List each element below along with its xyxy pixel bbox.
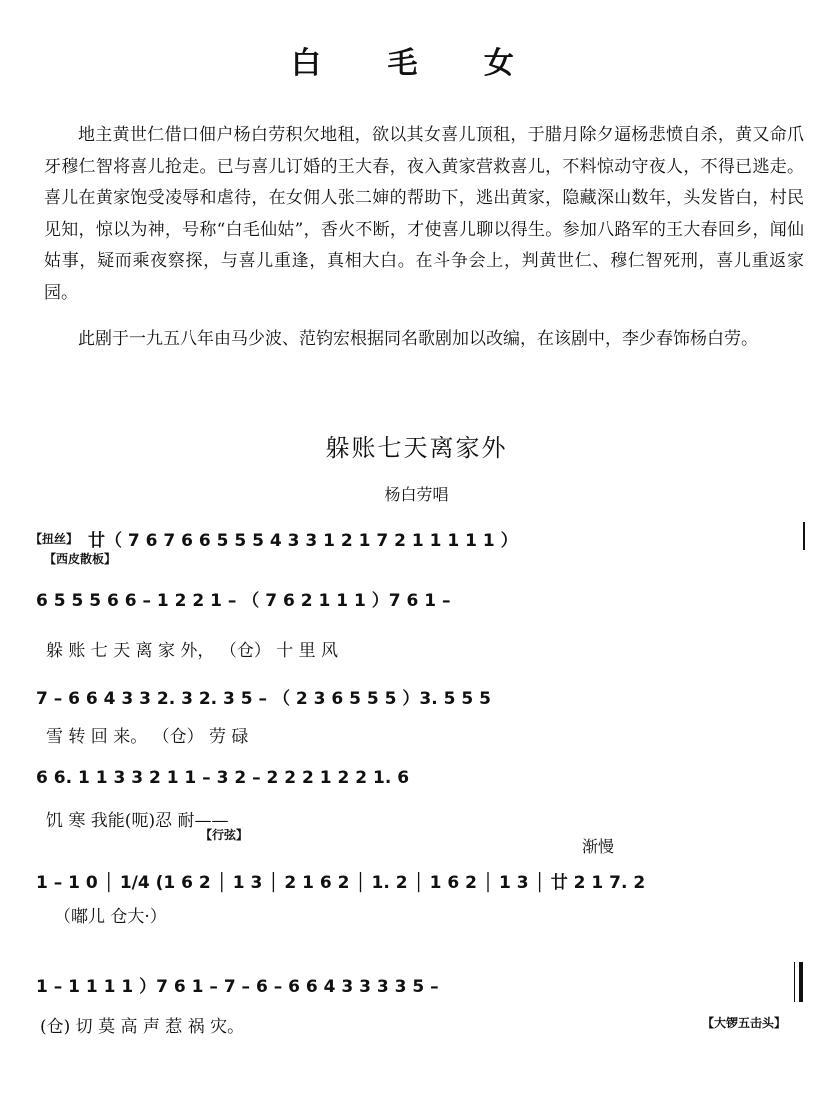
tag-xipi-sanban: 【西皮散板】 xyxy=(44,552,117,566)
score-row-4-notes: 6 6. 1 1 3 3 2 1 1 – 3 2 – 2 2 2 1 2 2 1. 6 xyxy=(36,768,410,788)
intro-paragraph-1: 地主黄世仁借口佃户杨白劳积欠地租，欲以其女喜儿顶租，于腊月除夕逼杨悲愤自杀，黄又命爪牙穆仁智将喜儿抢走。已与喜儿订婚的王大春，夜入黄家营救喜儿，不料惊动守夜人，不得已逃走。喜儿在黄家饱受凌辱和虐待，在女佣人张二婶的帮助下，逃出黄家，隐藏深山数年，头发皆白，村民见知，惊以为神，号称“白毛仙姑”，香火不断，才使喜儿聊以得生。参加八路军的王大春回乡，闻仙姑事，疑而乘夜察探，与喜儿重逢，真相大白。在斗争会上，判黄世仁、穆仁智死刑，喜儿重返家园。 xyxy=(44,125,804,303)
final-barline-thick xyxy=(799,962,803,1002)
song-singer: 杨白劳唱 xyxy=(384,485,449,504)
score-row-5-notes: 1 – 1 0 │ 1/4 (1 6 2 │ 1 3 │ 2 1 6 2 │ 1. 2 │ 1 6 2 │ 1 3 │ 廿 2 1 7. 2 xyxy=(36,873,646,893)
score-row-4-lyrics: 饥 寒 我能(呃)忍 耐—— xyxy=(46,811,229,831)
final-barline-thin xyxy=(794,962,795,1002)
score-row-3-lyrics: 雪 转 回 来。 （仓） 劳 碌 xyxy=(46,727,249,747)
tag-xingxian: 【行弦】 xyxy=(200,828,249,842)
score-row-1-notes: 廿（ 7 6 7 6 6 5 5 5 4 3 3 1 2 1 7 2 1 1 1 1 1 ） xyxy=(88,531,518,551)
score-row-3-notes: 7 – 6 6 4 3 3 2. 3 2. 3 5 – （ 2 3 6 5 5 5 ）3. 5 5 5 xyxy=(36,689,491,709)
score-row-5-lyrics: （嘟儿 仓大·） xyxy=(54,907,167,927)
song-title: 躲账七天离家外 xyxy=(325,434,508,462)
tag-niusi: 【扭丝】 xyxy=(30,532,79,546)
score-row-2-notes: 6 5 5 5 6 6 – 1 2 2 1 – （ 7 6 2 1 1 1 ）7 6 1 – xyxy=(36,591,451,611)
score-row-2-lyrics: 躲 账 七 天 离 家 外， （仓） 十 里 风 xyxy=(46,641,339,661)
tag-ending: 【大锣五击头】 xyxy=(702,1016,787,1030)
intro-paragraph-2: 此剧于一九五八年由马少波、范钧宏根据同名歌剧加以改编，在该剧中，李少春饰杨白劳。 xyxy=(78,329,758,349)
score-row-6-notes: 1 – 1 1 1 1 ）7 6 1 – 7 – 6 – 6 6 4 3 3 3 3 5 – xyxy=(36,977,439,997)
page-title: 白 毛 女 xyxy=(291,46,542,81)
tempo-mark: 渐慢 xyxy=(582,837,615,856)
score-row-6-lyrics: (仓) 切 莫 高 声 惹 祸 灾。 xyxy=(40,1017,245,1037)
barline xyxy=(803,522,805,550)
